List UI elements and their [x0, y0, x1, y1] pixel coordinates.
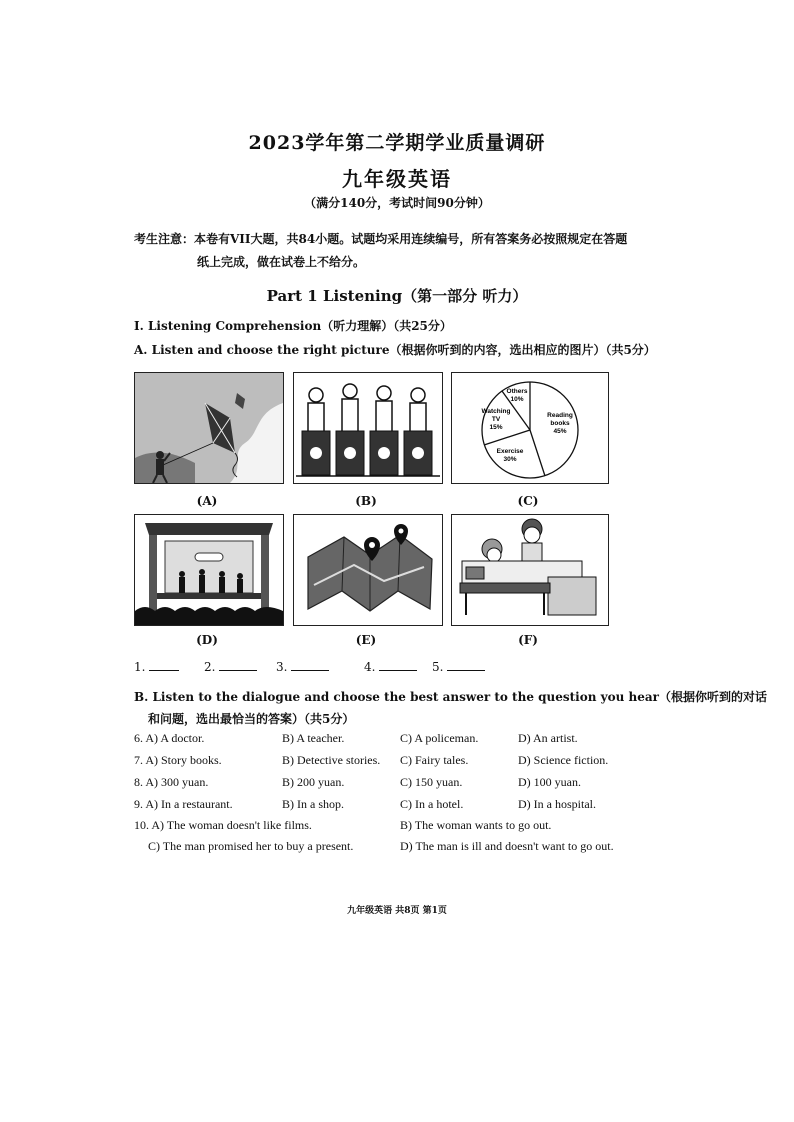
answer-blank-5[interactable] [432, 660, 485, 674]
pie-value-exercise: 30% [503, 456, 517, 463]
blank-line [447, 660, 485, 671]
pie-label-reading: Reading [547, 412, 573, 419]
exam-title: 2023学年第二学期学业质量调研 [248, 132, 546, 154]
answer-blank-3[interactable] [276, 660, 329, 674]
section-b-heading-line1: B. Listen to the dialogue and choose the best answer to the question you hear（根据你听到的对话 [134, 690, 767, 704]
pie-label-watching-2: TV [491, 416, 501, 423]
picture-label-e: (E) [355, 633, 377, 647]
q7-option-a: 7. A) Story books. [134, 753, 222, 767]
answer-blank-1[interactable] [134, 660, 179, 674]
answer-blank-2[interactable] [204, 660, 257, 674]
part-title: Part 1 Listening（第一部分 听力） [266, 287, 528, 305]
pie-label-others: Others [506, 388, 528, 395]
pie-label-watching: Watching [481, 408, 511, 415]
picture-label-c: (C) [517, 494, 539, 508]
blank-number: 2. [204, 660, 216, 674]
q8-option-d: D) 100 yuan. [518, 775, 581, 789]
q7-option-d: D) Science fiction. [518, 753, 609, 767]
concert-stage-picture [134, 514, 284, 626]
q7-option-b: B) Detective stories. [282, 753, 381, 767]
picture-label-a: (A) [196, 494, 218, 508]
q9-option-a: 9. A) In a restaurant. [134, 797, 233, 811]
blank-line [149, 660, 179, 671]
pie-value-watching: 15% [489, 424, 503, 431]
q10-option-c: C) The man promised her to buy a present. [148, 839, 354, 853]
picture-label-b: (B) [355, 494, 377, 508]
q6-option-d: D) An artist. [518, 731, 578, 745]
q6-option-a: 6. A) A doctor. [134, 731, 205, 745]
blank-line [379, 660, 417, 671]
q7-option-c: C) Fairy tales. [400, 753, 469, 767]
notice-line-2: 纸上完成，做在试卷上不给分。 [197, 255, 366, 269]
q8-option-b: B) 200 yuan. [282, 775, 345, 789]
q9-option-d: D) In a hospital. [518, 797, 596, 811]
q6-option-c: C) A policeman. [400, 731, 479, 745]
picture-label-f: (F) [518, 633, 538, 647]
blank-line [219, 660, 257, 671]
pie-chart-picture [451, 372, 609, 484]
notice-line-1: 考生注意：本卷有VII大题，共84小题。试题均采用连续编号，所有答案务必按照规定在答题 [134, 232, 628, 246]
kite-flying-picture [134, 372, 284, 484]
exam-score-info: （满分140分，考试时间90分钟） [304, 196, 490, 210]
blank-number: 5. [432, 660, 444, 674]
section-1-heading: I. Listening Comprehension（听力理解）（共25分） [134, 319, 452, 333]
blank-number: 4. [364, 660, 376, 674]
q10-option-b: B) The woman wants to go out. [400, 818, 552, 832]
q10-option-a: 10. A) The woman doesn't like films. [134, 818, 312, 832]
q9-option-c: C) In a hotel. [400, 797, 464, 811]
picture-label-d: (D) [196, 633, 218, 647]
pie-label-reading-2: books [550, 420, 570, 427]
blank-line [291, 660, 329, 671]
q8-option-a: 8. A) 300 yuan. [134, 775, 209, 789]
q10-option-d: D) The man is ill and doesn't want to go out. [400, 839, 614, 853]
exam-subtitle: 九年级英语 [342, 167, 452, 191]
q8-option-c: C) 150 yuan. [400, 775, 463, 789]
hospital-bed-picture [451, 514, 609, 626]
pie-value-others: 10% [510, 396, 524, 403]
q6-option-b: B) A teacher. [282, 731, 345, 745]
recycling-bins-picture [293, 372, 443, 484]
blank-number: 1. [134, 660, 146, 674]
pie-value-reading: 45% [553, 428, 567, 435]
blank-number: 3. [276, 660, 288, 674]
q9-option-b: B) In a shop. [282, 797, 344, 811]
map-pins-picture [293, 514, 443, 626]
section-a-heading: A. Listen and choose the right picture（根据你听到的内容，选出相应的图片）（共5分） [134, 343, 656, 357]
page-footer: 九年级英语 共8页 第1页 [347, 906, 447, 916]
section-b-heading-line2: 和问题，选出最恰当的答案）（共5分） [148, 712, 355, 726]
answer-blank-4[interactable] [364, 660, 417, 674]
pie-label-exercise: Exercise [496, 448, 524, 455]
